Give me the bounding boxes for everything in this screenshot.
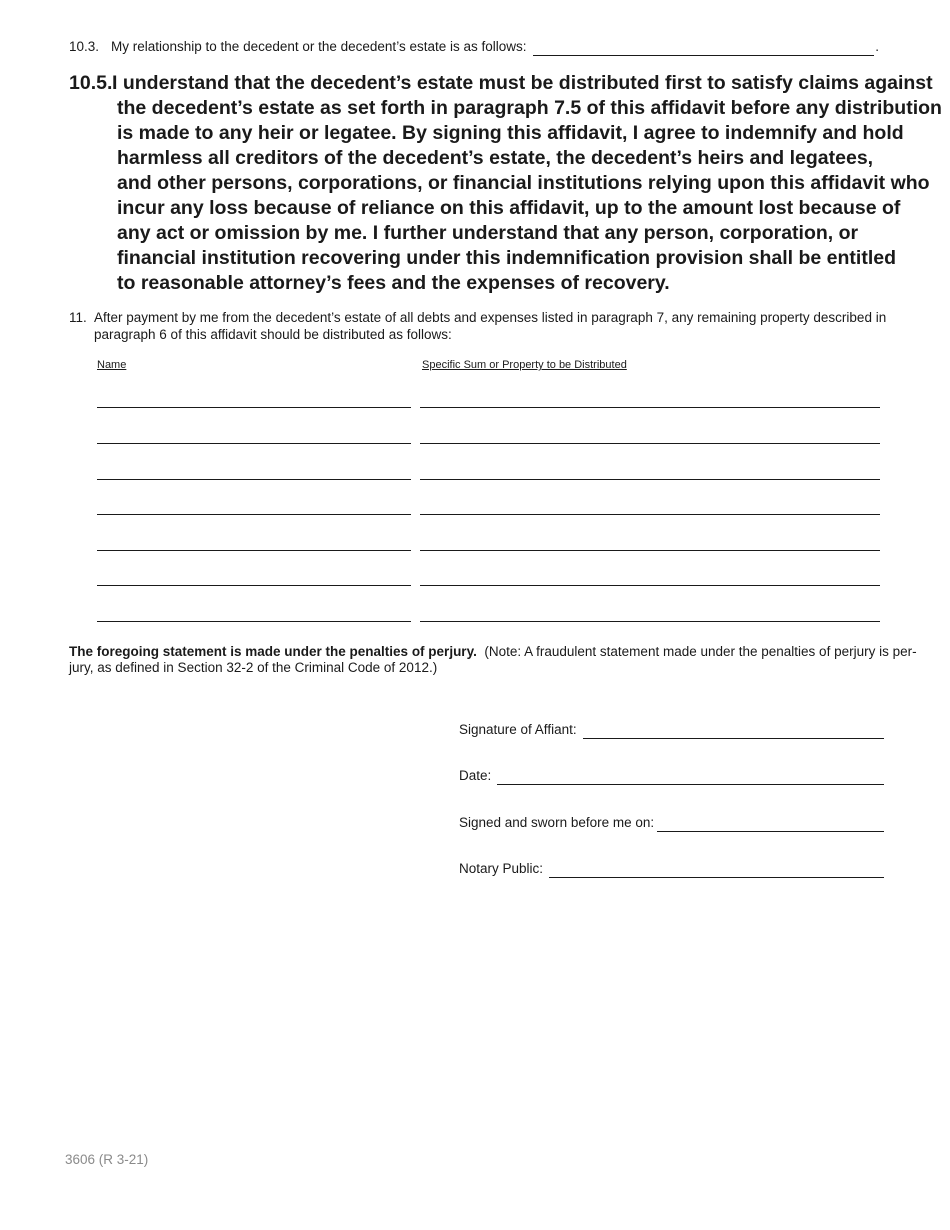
property-entry-line[interactable] (420, 585, 880, 586)
perjury-note: (Note: A fraudulent statement made under the penalties of perjury is per- (484, 644, 917, 659)
name-column-header: Name (97, 359, 127, 371)
name-entry-line[interactable] (97, 621, 411, 622)
perjury-heading: The foregoing statement is made under the penalties of perjury. (69, 644, 477, 659)
notary-field[interactable] (549, 863, 884, 878)
item-number: 10.5. (69, 72, 113, 94)
signature-field[interactable] (583, 724, 884, 739)
form-number: 3606 (R 3-21) (65, 1152, 149, 1167)
notary-row (459, 858, 884, 878)
paragraph-line: financial institution recovering under this indemnification provision shall be entitled (117, 247, 897, 269)
distribution-paragraph (69, 309, 887, 343)
item-number: 11. (69, 310, 87, 325)
relationship-field[interactable] (533, 41, 875, 56)
property-entry-line[interactable] (420, 407, 880, 408)
relationship-label: My relationship to the decedent or the decedent’s estate is as follows: (111, 39, 527, 54)
name-entry-line[interactable] (97, 585, 411, 586)
paragraph-line: After payment by me from the decedent’s estate of all debts and expenses listed in paragraph 7, any remaining property described in (94, 310, 887, 325)
name-entry-line[interactable] (97, 514, 411, 515)
date-label: Date: (459, 768, 492, 783)
signature-row (459, 719, 884, 739)
property-entry-line[interactable] (420, 514, 880, 515)
paragraph-line: incur any loss because of reliance on this affidavit, up to the amount lost because of (117, 197, 901, 219)
sworn-date-field[interactable] (657, 817, 884, 832)
paragraph-line: and other persons, corporations, or financial institutions relying upon this affidavit who (117, 172, 930, 194)
name-entry-line[interactable] (97, 407, 411, 408)
paragraph-line: is made to any heir or legatee. By signing this affidavit, I agree to indemnify and hold (117, 122, 904, 144)
item-number: 10.3. (69, 39, 100, 54)
date-row (459, 765, 884, 785)
property-entry-line[interactable] (420, 479, 880, 480)
name-entry-line[interactable] (97, 550, 411, 551)
paragraph-line: I understand that the decedent’s estate must be distributed first to satisfy claims against (112, 72, 933, 94)
relationship-period: . (875, 39, 879, 54)
perjury-statement (69, 644, 917, 676)
indemnification-paragraph (69, 71, 942, 296)
sworn-row (459, 812, 884, 832)
notary-label: Notary Public: (459, 861, 544, 876)
property-entry-line[interactable] (420, 621, 880, 622)
paragraph-line: harmless all creditors of the decedent’s estate, the decedent’s heirs and legatees, (117, 147, 874, 169)
name-entry-line[interactable] (97, 443, 411, 444)
property-entry-line[interactable] (420, 550, 880, 551)
relationship-statement (69, 38, 879, 56)
property-entry-line[interactable] (420, 443, 880, 444)
paragraph-line: the decedent’s estate as set forth in paragraph 7.5 of this affidavit before any distribution (117, 97, 942, 119)
signature-label: Signature of Affiant: (459, 722, 577, 737)
paragraph-line: paragraph 6 of this affidavit should be distributed as follows: (94, 327, 452, 342)
property-column-header: Specific Sum or Property to be Distributed (422, 359, 627, 371)
paragraph-line: to reasonable attorney’s fees and the expenses of recovery. (117, 272, 670, 294)
sworn-label: Signed and sworn before me on: (459, 815, 655, 830)
name-entry-line[interactable] (97, 479, 411, 480)
perjury-note-continued: jury, as defined in Section 32-2 of the Criminal Code of 2012.) (69, 660, 438, 675)
paragraph-line: any act or omission by me. I further understand that any person, corporation, or (117, 222, 859, 244)
date-field[interactable] (497, 770, 884, 785)
